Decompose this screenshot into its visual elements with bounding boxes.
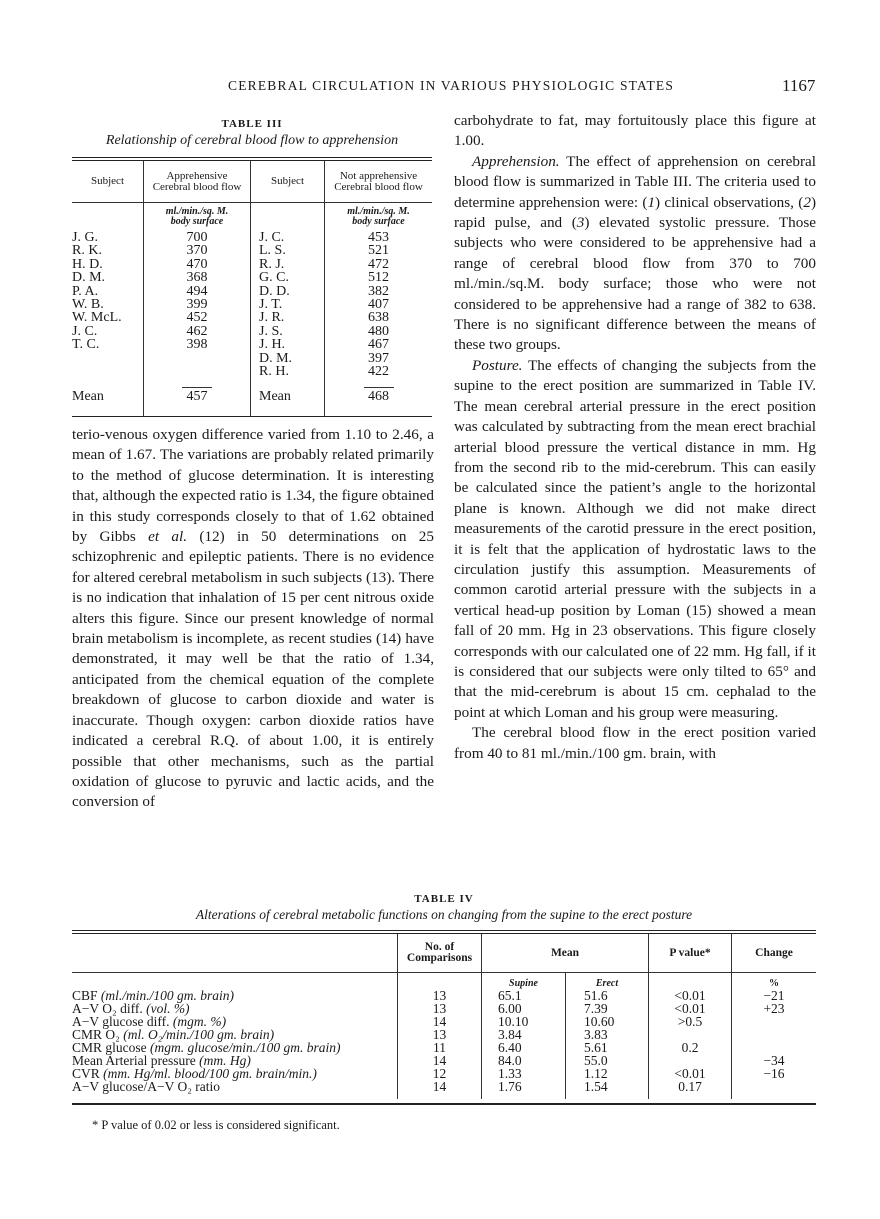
mean-label-2: Mean [251,378,325,416]
left-column-text [72,425,434,813]
subject-cell: W. B. [72,297,104,313]
subject-cell: R. K. [72,243,102,259]
cell-change: +23 [731,1002,816,1015]
value-cell: 422 [368,364,389,380]
subheader-erect: Erect [565,973,648,989]
cell-p: >0.5 [648,1015,731,1028]
row-name: A−V glucose diff. [72,1014,170,1029]
text-run-italic: 1 [647,193,656,211]
value-cell: 467 [368,337,389,353]
row-unit: (mm. Hg/ml. blood/100 gm. brain/min.) [103,1066,317,1081]
subject-cell: G. C. [259,270,289,286]
running-title: CEREBRAL CIRCULATION IN VARIOUS PHYSIOLOGIC STATES [228,78,675,93]
table4-caption: Alterations of cerebral metabolic functions on changing from the supine to the erect posture [195,907,693,922]
text-run: ) clinical observations, ( [655,193,804,211]
subject-cell: D. M. [72,270,106,286]
header-p-value: P value* [648,934,731,973]
posture-paragraph [454,356,816,723]
cell-p: 0.2 [648,1041,731,1054]
cell-change: −21 [731,989,816,1002]
cell-n: 14 [397,1054,481,1067]
cell-erect: 3.83 [565,1028,648,1041]
cell-change [731,1080,816,1099]
cell-n: 14 [397,1015,481,1028]
value-cell: 407 [368,297,389,313]
subject-cell: R. J. [259,256,285,272]
value-cell: 480 [368,323,389,339]
value-cell: 470 [186,256,208,272]
cell-supine: 6.00 [481,1002,565,1015]
table4 [72,930,816,1105]
table3-label: TABLE III [221,118,283,130]
subject-cell: J. T. [259,297,283,313]
value-cell: 370 [186,243,208,259]
empty-cell [72,203,144,231]
table4-header-row [72,934,816,973]
row-name: Mean Arterial pressure [72,1053,196,1068]
cell-erect: 5.61 [565,1041,648,1054]
table3-header-subject-2: Subject [251,161,325,202]
cell-change [731,1028,816,1041]
table3-body [72,231,432,378]
cell-erect: 1.12 [565,1067,648,1080]
row-name: CMR O₂ [72,1027,120,1042]
apprehensive-cbf-values [144,231,251,378]
paragraph [72,425,434,813]
unit-cell [144,203,251,231]
unit-text: body surface [352,216,405,227]
header-mean: Mean [481,934,648,973]
subject-cell: T. C. [72,337,100,353]
apprehension-paragraph [454,152,816,356]
row-name: CMR glucose [72,1040,147,1055]
cell-n: 13 [397,989,481,1002]
subject-cell: J. C. [72,323,98,339]
table3-mean-row [72,378,432,417]
table3-caption: Relationship of cerebral blood flow to apprehension [105,133,399,148]
not-apprehensive-subjects [251,231,325,378]
unit-text: ml./min./sq. M. [347,206,410,217]
text-run-italic: 3 [576,214,585,232]
header-change: Change [731,934,816,973]
cell-supine: 1.76 [481,1080,565,1099]
value-cell: 521 [368,243,389,259]
row-unit: (vol. %) [146,1001,190,1016]
empty-cell [72,973,397,989]
subject-cell: R. H. [259,364,289,380]
cell-supine: 6.40 [481,1041,565,1054]
cell-erect: 1.54 [565,1080,648,1099]
cell-supine: 10.10 [481,1015,565,1028]
value-cell: 512 [368,270,389,286]
value-cell: 382 [368,283,389,299]
section-heading-posture: Posture. [472,356,523,374]
row-label [72,1080,397,1099]
unit-text: body surface [170,216,224,227]
table3-header-subject: Subject [72,161,144,202]
section-heading-apprehension: Apprehension. [472,152,560,170]
cell-p: <0.01 [648,989,731,1002]
value-cell: 700 [186,230,208,245]
cell-n: 11 [397,1041,481,1054]
cell-p: <0.01 [648,1067,731,1080]
value-cell: 638 [368,310,389,326]
mean-apprehensive: 457 [144,378,251,416]
cell-supine: 1.33 [481,1067,565,1080]
value-cell: 472 [368,256,389,272]
mean-not-apprehensive: 468 [325,378,432,416]
text-run: ) elevated systolic pressure. Those subjects who were considered to be apprehensive had a range of cerebral blood flow from 370 to 700 ml./min./sq.M. body surface; those who were not considered to be apprehensive had a range of 382 to 638. There is no significant difference between the means of these two groups. [454,214,816,354]
row-unit: (ml./min./100 gm. brain) [100,988,235,1003]
text-run-italic: et al. [148,528,188,546]
value-cell: 398 [186,337,208,353]
cell-erect: 55.0 [565,1054,648,1067]
row-unit: (ml. O₂/min./100 gm. brain) [123,1027,275,1042]
cell-supine: 84.0 [481,1054,565,1067]
subject-cell: J. G. [72,230,99,245]
value-cell: 494 [186,283,208,299]
text-run: (12) in 50 determinations on 25 schizophrenic and epileptic patients. There is no evidence for altered cerebral metabolism in such subjects (13). There is no indication that inhalation of 15 per cent nitrous oxide alters this figure. Since our present knowledge of normal brain metabolism is incomplete, as recent studies (14) have demonstrated, it may well be that the ratio of 1.34, anticipated from the chemical equation of the complete breakdown of glucose to carbon dioxide and water is inaccurate. Though oxygen: carbon dioxide ratios have indicated a cerebral R.Q. of about 1.00, it is entirely possible that other mechanisms, such as the partial oxidation of glucose to pyruvic and lactic acids, and the conversion of [72,528,434,811]
table3-header-not-apprehensive [325,161,432,202]
paragraph: The cerebral blood flow in the erect position varied from 40 to 81 ml./min./100 gm. brain, with [454,724,816,762]
cell-n: 14 [397,1080,481,1099]
cell-p: <0.01 [648,1002,731,1015]
value-cell: 453 [368,230,389,245]
row-unit: (mm. Hg) [199,1053,251,1068]
page-number: 1167 [782,76,816,95]
text-run: terio-venous oxygen difference varied from 1.10 to 2.46, a mean of 1.67. The variations are probably related primarily to the method of glucose determination. It is interesting that, although the expected ratio is 1.34, the figure obtained in this study corresponds closely to that of 1.62 obtained by Gibbs [72,426,434,546]
right-column-text [454,111,816,764]
header-text: Cerebral blood flow [334,180,423,193]
value-cell: 397 [368,350,389,366]
text-run-italic: 2 [803,193,811,211]
subject-cell: D. M. [259,350,293,366]
cell-n: 12 [397,1067,481,1080]
cell-n: 13 [397,1002,481,1015]
mean-label: Mean [72,378,144,416]
header-text: Comparisons [406,952,473,964]
cell-supine: 3.84 [481,1028,565,1041]
subject-cell: J. R. [259,310,285,326]
text-run: The effects of changing the subjects from the supine to the erect position are summarized in Table IV. The mean cerebral arterial pressure in the erect position was calculated by subtracting from the mean erect brachial arterial blood pressure the vertical distance in mm. Hg from the second rib to the mid-cerebrum. This can easily be calculated since the patient’s angle to the horizontal plane is known. Although we did not make direct measurements of the carotid pressure in the erect position, it is felt that the application of hydrostatic laws to the circulation justify this assumption. Measurements of common carotid arterial pressure with the subjects in a vertical head-up position by Loman (15) showed a mean fall of 20 mm. Hg in 23 observations. This figure closely corresponds with our calculated one of 22 mm. Hg fall, if it is considered that our subjects were only tilted to 65° and that the mid-cerebrum is about 15 cm. cephalad to the point at which Loman and his group were measuring. [454,356,816,721]
paragraph: carbohydrate to fat, may fortuitously place this figure at 1.00. [454,112,816,150]
unit-cell [325,203,432,231]
table3-header-apprehensive [144,161,251,202]
empty-cell [648,973,731,989]
text-run: ) rapid pulse, and ( [454,193,817,232]
header-text: No. of [424,941,455,953]
not-apprehensive-cbf-values [325,231,432,378]
subheader-supine: Supine [481,973,565,989]
subheader-change-unit: % [731,973,816,989]
row-name: A−V O₂ diff. [72,1001,143,1016]
empty-cell [251,203,325,231]
cell-supine: 65.1 [481,989,565,1002]
subject-cell: P. A. [72,283,99,299]
empty-cell [397,973,481,989]
table4-bottom-rule [72,1103,816,1105]
table4-label: TABLE IV [414,893,474,905]
cell-erect: 7.39 [565,1002,648,1015]
header-comparisons [397,934,481,973]
table4-row [72,1080,816,1099]
header-text: Not apprehensive [339,169,418,182]
value-cell: 452 [186,310,208,326]
cell-change: −34 [731,1054,816,1067]
table4-footnote: * P value of 0.02 or less is considered significant. [92,1118,340,1132]
subject-cell: D. D. [259,283,290,299]
subject-cell: L. S. [259,243,286,259]
value-cell: 462 [186,323,208,339]
subject-cell: J. S. [259,323,283,339]
row-unit: (mgm. glucose/min./100 gm. brain) [150,1040,341,1055]
cell-erect: 10.60 [565,1015,648,1028]
empty-header [72,934,397,973]
row-name: CVR [72,1066,100,1081]
header-text: Apprehensive [166,169,228,182]
cell-change: −16 [731,1067,816,1080]
table3-unit-row [72,203,432,231]
table4-subheader-row [72,973,816,989]
value-cell: 368 [186,270,208,286]
cell-erect: 51.6 [565,989,648,1002]
table3 [72,157,432,417]
subject-cell: J. H. [259,337,286,353]
table3-header-row [72,161,432,203]
value-cell: 399 [186,297,208,313]
row-unit: (mgm. %) [172,1014,227,1029]
subject-cell: W. McL. [72,310,122,326]
row-name: A−V glucose/A−V O₂ ratio [72,1079,221,1094]
apprehensive-subjects [72,231,144,378]
cell-p: 0.17 [648,1080,731,1099]
subject-cell: H. D. [72,256,103,272]
header-text: Cerebral blood flow [152,180,242,193]
cell-n: 13 [397,1028,481,1041]
row-name: CBF [72,988,98,1003]
text-run: The effect of apprehension on cerebral blood flow is summarized in Table III. The criteria used to determine apprehension were: ( [454,152,816,211]
cell-change [731,1015,816,1028]
unit-text: ml./min./sq. M. [165,206,229,217]
subject-cell: J. C. [259,230,285,245]
